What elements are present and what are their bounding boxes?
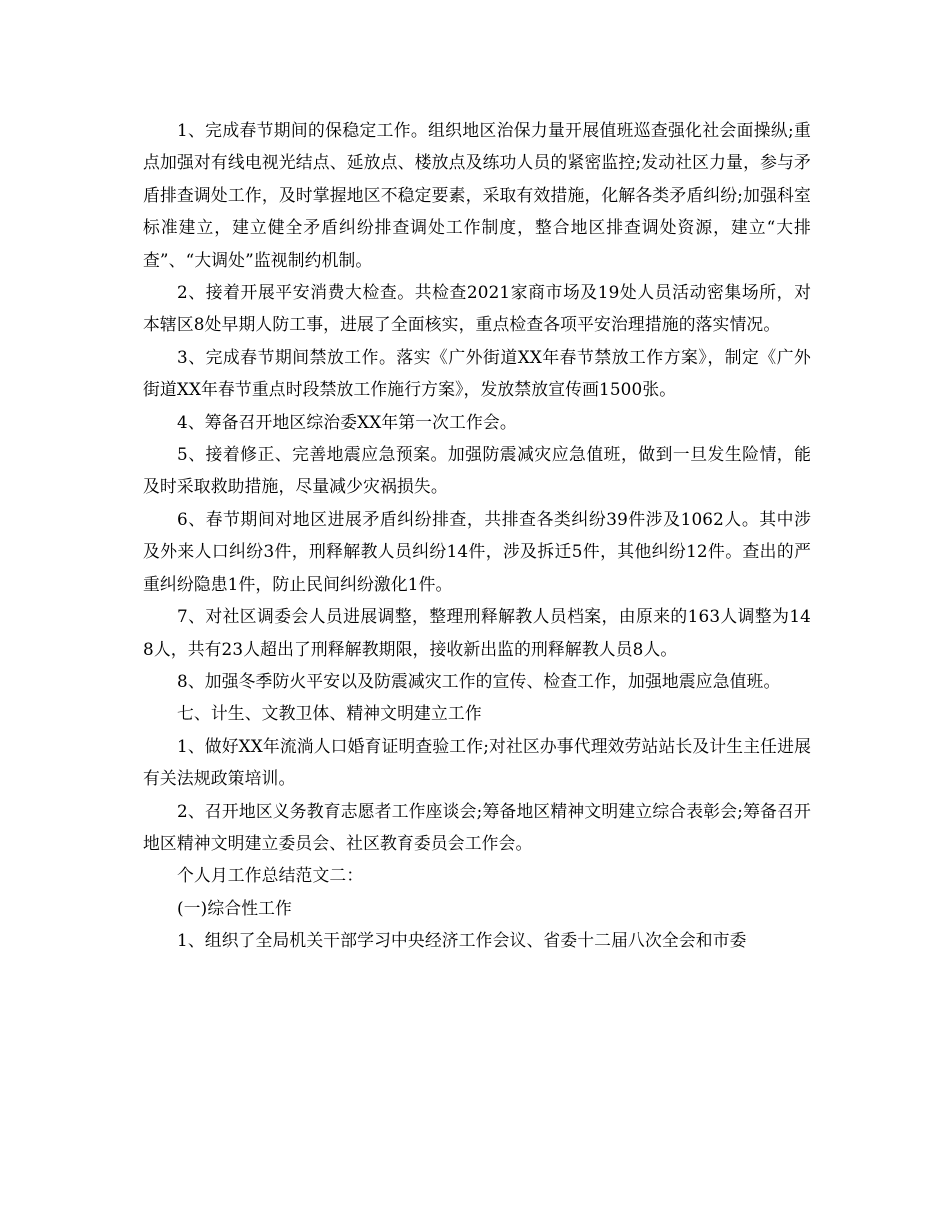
- heading-sample-two: 个人月工作总结范文二：: [177, 865, 364, 886]
- section-heading-family-planning: 七、计生、文教卫体、精神文明建立工作: [177, 703, 482, 724]
- document-body: [143, 114, 811, 957]
- paragraph-winter-fire-safety: 8、加强冬季防火平安以及防震减灾工作的宣传、检查工作，加强地震应急值班。: [177, 670, 781, 691]
- paragraph-stability-work: 1、完成春节期间的保稳定工作。组织地区治保力量开展值班巡查强化社会面操纵;重点加强对有线电视光结点、延放点、楼放点及练功人员的紧密监控;发动社区力量，参与矛盾排查调处工作，及时掌握地区不稳定要素，采取有效措施，化解各类矛盾纠纷;加强科室标准建立，建立健全矛盾纠纷排查调处工作制度，整合地区排查调处资源，建立“大排查”、“大调处”监视制约机制。: [143, 120, 811, 270]
- paragraph-committee-meeting: 4、筹备召开地区综治委XX年第一次工作会。: [177, 411, 517, 432]
- paragraph-dispute-screening: 6、春节期间对地区进展矛盾纠纷排查，共排查各类纠纷39件涉及1062人。其中涉及外来人口纠纷3件，刑释解教人员纠纷14件，涉及拆迁5件，其他纠纷12件。查出的严重纠纷隐患1件，防止民间纠纷激化1件。: [143, 508, 811, 594]
- paragraph-population-verification: 1、做好XX年流淌人口婚育证明查验工作;对社区办事代理效劳站站长及计生主任进展有关法规政策培训。: [143, 735, 811, 789]
- paragraph-mediation-adjustment: 7、对社区调委会人员进展调整，整理刑释解教人员档案，由原来的163人调整为148人，共有23人超出了刑释解教期限，接收新出监的刑释解教人员8人。: [143, 606, 811, 659]
- paragraph-education-volunteers: 2、召开地区义务教育志愿者工作座谈会;筹备地区精神文明建立综合表彰会;筹备召开地区精神文明建立委员会、社区教育委员会工作会。: [143, 800, 811, 853]
- paragraph-earthquake-plan: 5、接着修正、完善地震应急预案。加强防震减灾应急值班，做到一旦发生险情，能及时采取救助措施，尽量减少灾祸损失。: [143, 444, 811, 497]
- paragraph-fireworks-ban: 3、完成春节期间禁放工作。落实《广外街道XX年春节禁放工作方案》，制定《广外街道XX年春节重点时段禁放工作施行方案》，发放禁放宣传画1500张。: [143, 346, 811, 400]
- paragraph-safety-inspection: 2、接着开展平安消费大检查。共检查2021家商市场及19处人员活动密集场所，对本辖区8处早期人防工事，进展了全面核实，重点检查各项平安治理措施的落实情况。: [143, 282, 811, 335]
- heading-comprehensive-work: (一)综合性工作: [177, 897, 292, 918]
- paragraph-cadre-study: 1、组织了全局机关干部学习中央经济工作会议、省委十二届八次全会和市委: [177, 930, 747, 951]
